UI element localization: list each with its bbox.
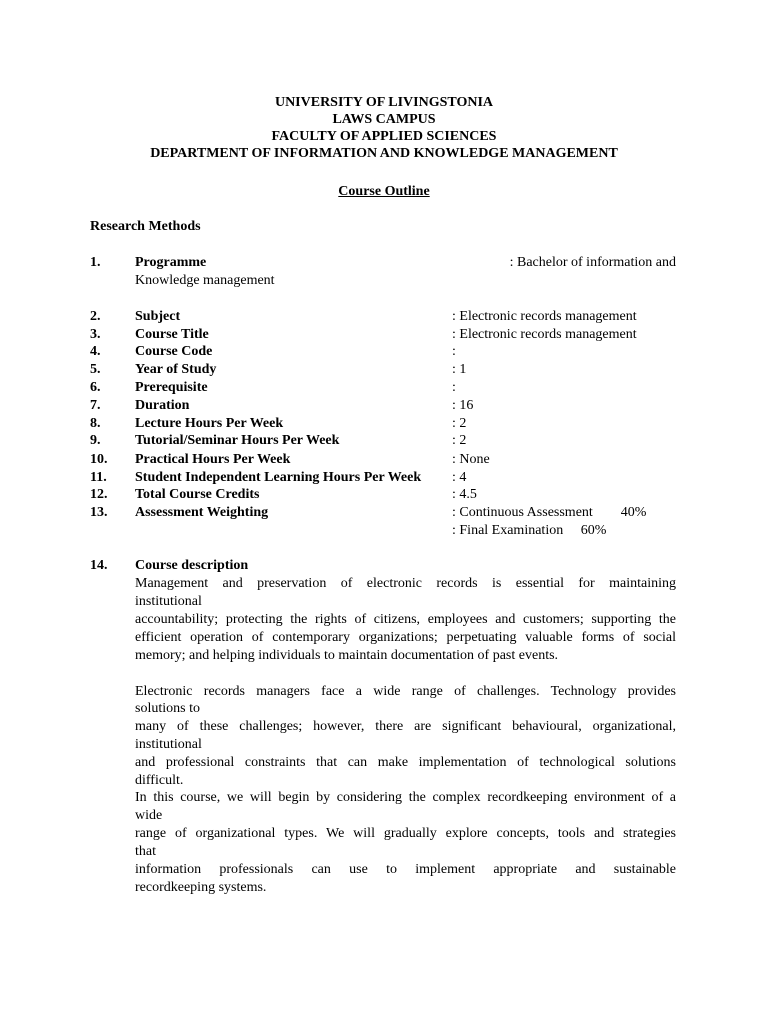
item-value: : Electronic records management — [452, 327, 637, 342]
item-label: Course Code — [135, 344, 213, 359]
item-label: Subject — [135, 309, 181, 324]
description-line: In this course, we will begin by considering the complex recordkeeping environment of a — [135, 790, 676, 805]
description-line: range of organizational types. We will gradually explore concepts, tools and strategies — [135, 826, 676, 841]
item-number: 14. — [90, 558, 108, 573]
campus-name: LAWS CAMPUS — [332, 112, 436, 127]
item-label: Practical Hours Per Week — [135, 452, 291, 467]
description-line: difficult. — [135, 773, 184, 788]
item-label: Assessment Weighting — [135, 505, 269, 520]
item-value: : Electronic records management — [452, 309, 637, 324]
description-line: institutional — [135, 737, 202, 752]
description-line: and professional constraints that can make implementation of technological solutions — [135, 755, 676, 770]
item-number: 10. — [90, 452, 108, 467]
item-label: Lecture Hours Per Week — [135, 416, 284, 431]
description-line: institutional — [135, 594, 202, 609]
item-label: Tutorial/Seminar Hours Per Week — [135, 433, 340, 448]
department-name: DEPARTMENT OF INFORMATION AND KNOWLEDGE MANAGEMENT — [150, 146, 618, 161]
item-number: 4. — [90, 344, 101, 359]
description-line: that — [135, 844, 156, 859]
item-number: 13. — [90, 505, 108, 520]
document-header — [0, 94, 768, 162]
description-line: Electronic records managers face a wide range of challenges. Technology provides — [135, 684, 676, 699]
description-line: solutions to — [135, 701, 200, 716]
description-line: memory; and helping individuals to maintain documentation of past events. — [135, 648, 559, 663]
item-number: 5. — [90, 362, 101, 377]
item-number: 1. — [90, 255, 101, 270]
item-number: 6. — [90, 380, 101, 395]
item-value: : 1 — [452, 362, 467, 377]
faculty-name: FACULTY OF APPLIED SCIENCES — [271, 129, 497, 144]
description-line: recordkeeping systems. — [135, 880, 267, 895]
item-value: : 2 — [452, 433, 467, 448]
item-value: : 4.5 — [452, 487, 477, 502]
item-label: Course Title — [135, 327, 209, 342]
item-label: Student Independent Learning Hours Per Week — [135, 470, 422, 485]
item-label: Course description — [135, 558, 249, 573]
item-label: Year of Study — [135, 362, 217, 377]
item-value: : — [452, 380, 456, 395]
item-value: : 16 — [452, 398, 474, 413]
item-label: Prerequisite — [135, 380, 208, 395]
description-line: accountability; protecting the rights of citizens, employees and customers; supporting the — [135, 612, 676, 627]
item-value: : 4 — [452, 470, 467, 485]
description-line: Management and preservation of electronic records is essential for maintaining — [135, 576, 676, 591]
university-name: UNIVERSITY OF LIVINGSTONIA — [274, 95, 494, 110]
item-label: Duration — [135, 398, 190, 413]
item-value: : — [452, 344, 456, 359]
description-line: information professionals can use to implement appropriate and sustainable — [135, 862, 676, 877]
item-number: 3. — [90, 327, 101, 342]
item-value: : Bachelor of information and — [509, 255, 676, 270]
item-number: 11. — [90, 470, 107, 485]
item-number: 2. — [90, 309, 101, 324]
subject-heading: Research Methods — [90, 219, 201, 234]
item-number: 9. — [90, 433, 101, 448]
item-value-continued: : Final Examination 60% — [452, 523, 607, 538]
item-number: 7. — [90, 398, 101, 413]
description-line: wide — [135, 808, 163, 823]
item-number: 8. — [90, 416, 101, 431]
document-title: Course Outline — [338, 184, 430, 199]
item-value-continued: Knowledge management — [135, 273, 275, 288]
item-value: : 2 — [452, 416, 467, 431]
item-number: 12. — [90, 487, 108, 502]
item-label: Programme — [135, 255, 207, 270]
description-line: efficient operation of contemporary organizations; perpetuating valuable forms of social — [135, 630, 676, 645]
item-value: : None — [452, 452, 490, 467]
item-label: Total Course Credits — [135, 487, 260, 502]
item-value: : Continuous Assessment 40% — [452, 505, 647, 520]
description-line: many of these challenges; however, there are significant behavioural, organizational, — [135, 719, 676, 734]
